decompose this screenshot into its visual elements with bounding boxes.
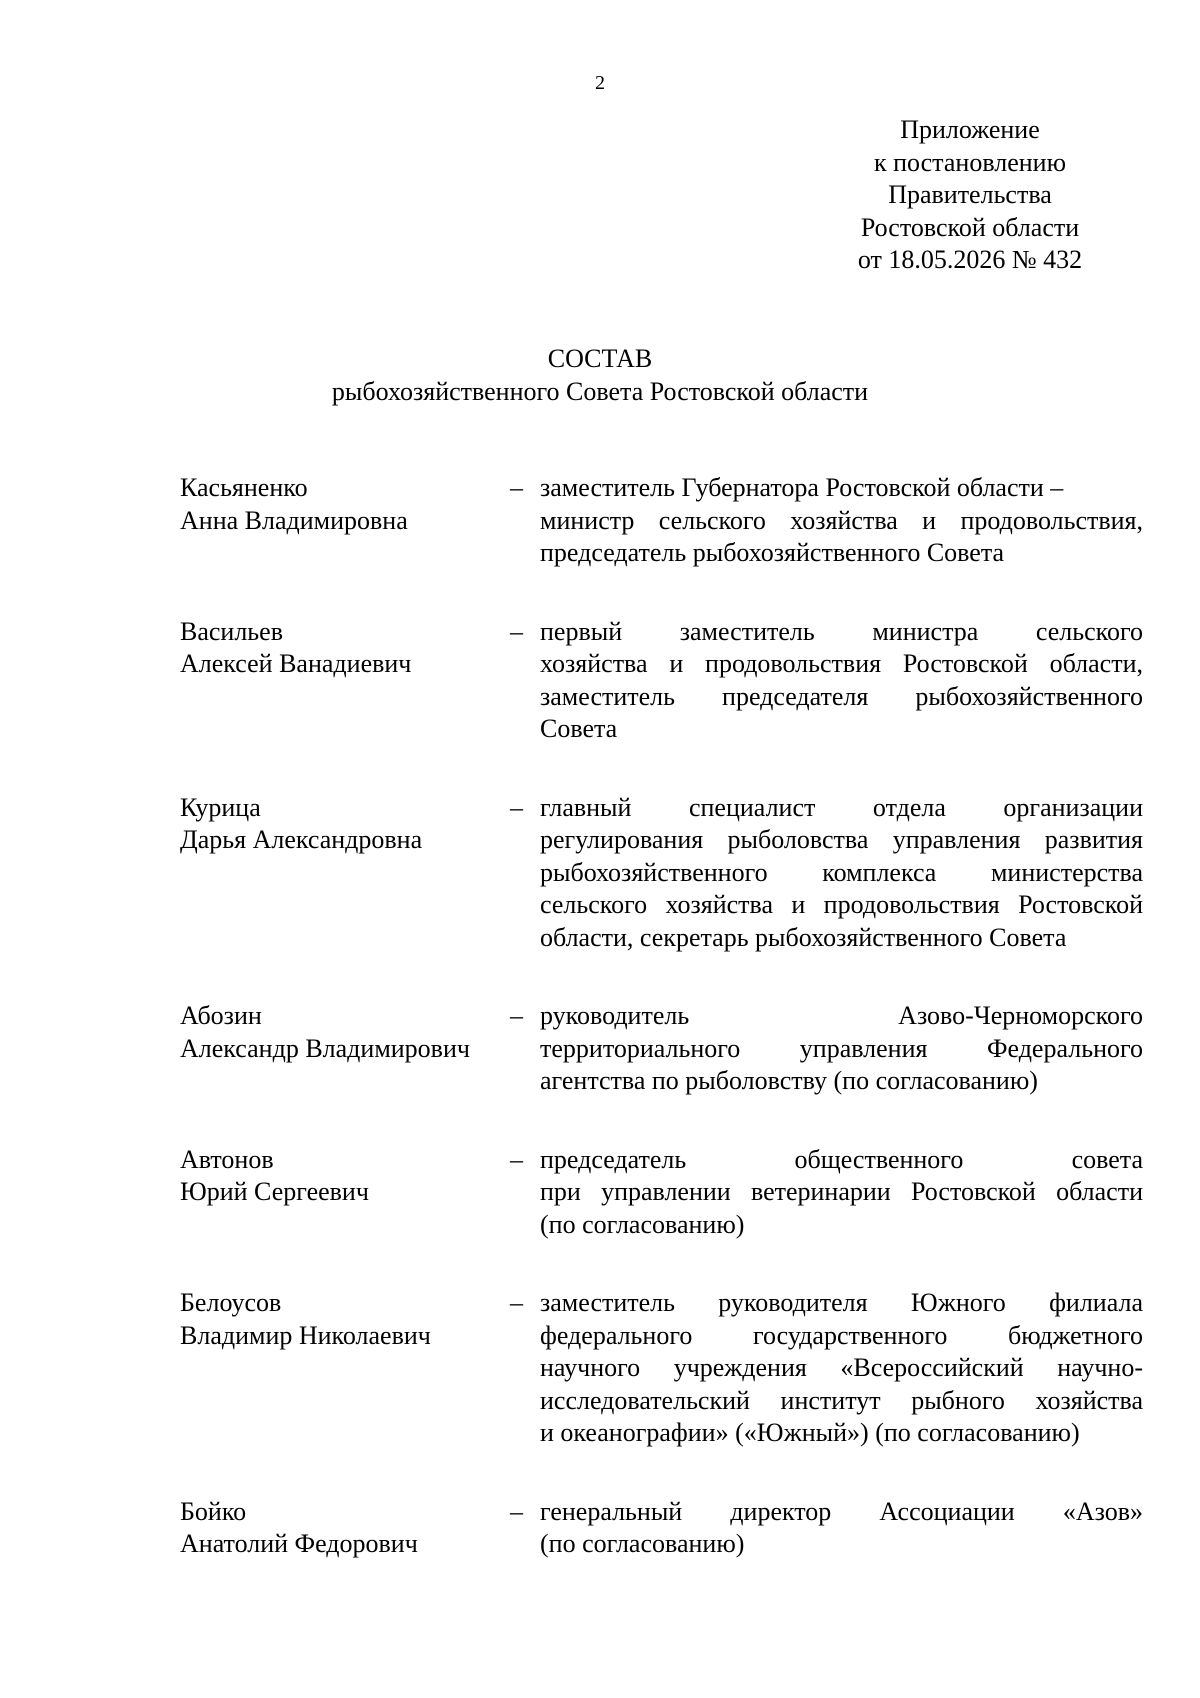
position-line: заместитель руководителя Южного филиала [540,1288,1143,1317]
member-dash: – [510,473,523,502]
position-line: (по согласованию) [540,1529,745,1558]
position-line: территориального управления Федерального [540,1033,1143,1063]
member-position [540,1144,1143,1242]
position-line: генеральный директор Ассоциации «Азов» [540,1496,1143,1526]
member-given-names: Анна Владимировна [180,505,408,535]
member-surname: Касьяненко [180,473,308,502]
member-position [540,792,1143,955]
member-name [180,1287,510,1352]
position-line: регулирования рыболовства управления развития [540,825,1143,854]
position-line: Совета [540,714,618,743]
position-line: области, секретарь рыбохозяйственного Совета [540,922,1067,952]
member-entry [0,1000,1200,1098]
title-heading: СОСТАВ [547,344,653,373]
annex-block [830,114,1110,277]
member-given-names: Алексей Ванадиевич [180,649,412,678]
position-line: министр сельского хозяйства и продовольствия, [540,505,1143,535]
member-given-names: Александр Владимирович [180,1033,470,1063]
member-name [180,616,510,681]
member-dash: – [510,616,523,646]
position-line: заместитель председателя рыбохозяйственного [540,681,1143,711]
member-given-names: Дарья Александровна [180,825,423,854]
member-dash: – [510,1288,523,1317]
position-line: хозяйства и продовольствия Ростовской области, [540,649,1143,678]
position-line: руководитель Азово-Черноморского [540,1001,1143,1030]
member-name [180,792,510,857]
position-line: агентства по рыболовству (по согласованию) [540,1066,1038,1095]
position-line: первый заместитель министра сельского [540,616,1143,646]
position-line: главный специалист отдела организации [540,792,1143,822]
position-line: (по согласованию) [540,1209,745,1239]
position-line: заместитель Губернатора Ростовской области – [540,473,1064,502]
member-position [540,1496,1143,1561]
member-given-names: Анатолий Федорович [180,1529,418,1558]
member-dash: – [510,792,523,822]
member-position [540,472,1143,570]
position-line: председатель рыбохозяйственного Совета [540,538,1005,567]
position-line: председатель общественного совета [540,1144,1143,1174]
member-surname: Бойко [180,1496,247,1526]
position-line: рыбохозяйственного комплекса министерства [540,857,1143,887]
annex-line: Приложение [900,115,1040,144]
member-name [180,1144,510,1209]
member-given-names: Юрий Сергеевич [180,1177,369,1206]
member-surname: Абозин [180,1001,262,1030]
member-entry [0,1287,1200,1450]
member-position [540,1000,1143,1098]
member-dash: – [510,1001,523,1030]
member-list [0,472,1200,1561]
page-number: 2 [595,72,605,94]
member-given-names: Владимир Николаевич [180,1320,431,1350]
member-entry [0,792,1200,955]
member-name [180,472,510,537]
annex-line: Правительства [888,180,1052,209]
annex-line: к постановлению [873,147,1067,177]
member-dash: – [510,1496,523,1526]
annex-line: Ростовской области [860,212,1080,242]
title-subheading: рыбохозяйственного Совета Ростовской области [331,377,869,406]
member-entry [0,1496,1200,1561]
member-surname: Курица [180,792,261,822]
position-line: сельского хозяйства и продовольствия Ростовской [540,890,1143,919]
position-line: научного учреждения «Всероссийский научно- [540,1353,1143,1382]
member-position [540,616,1143,746]
position-line: при управлении ветеринарии Ростовской области [540,1177,1143,1206]
member-dash: – [510,1144,523,1174]
position-line: федерального государственного бюджетного [540,1320,1143,1350]
annex-line: от 18.05.2026 № 432 [857,245,1083,274]
member-surname: Белоусов [180,1288,282,1317]
member-entry [0,472,1200,570]
member-position [540,1287,1143,1450]
document-title [0,342,1200,408]
member-name [180,1000,510,1065]
position-line: исследовательский институт рыбного хозяйства [540,1385,1143,1415]
member-surname: Автонов [180,1144,274,1174]
member-entry [0,616,1200,746]
member-entry [0,1144,1200,1242]
member-surname: Васильев [180,616,283,646]
member-name [180,1496,510,1561]
position-line: и океанографии» («Южный») (по согласованию) [540,1418,1080,1447]
